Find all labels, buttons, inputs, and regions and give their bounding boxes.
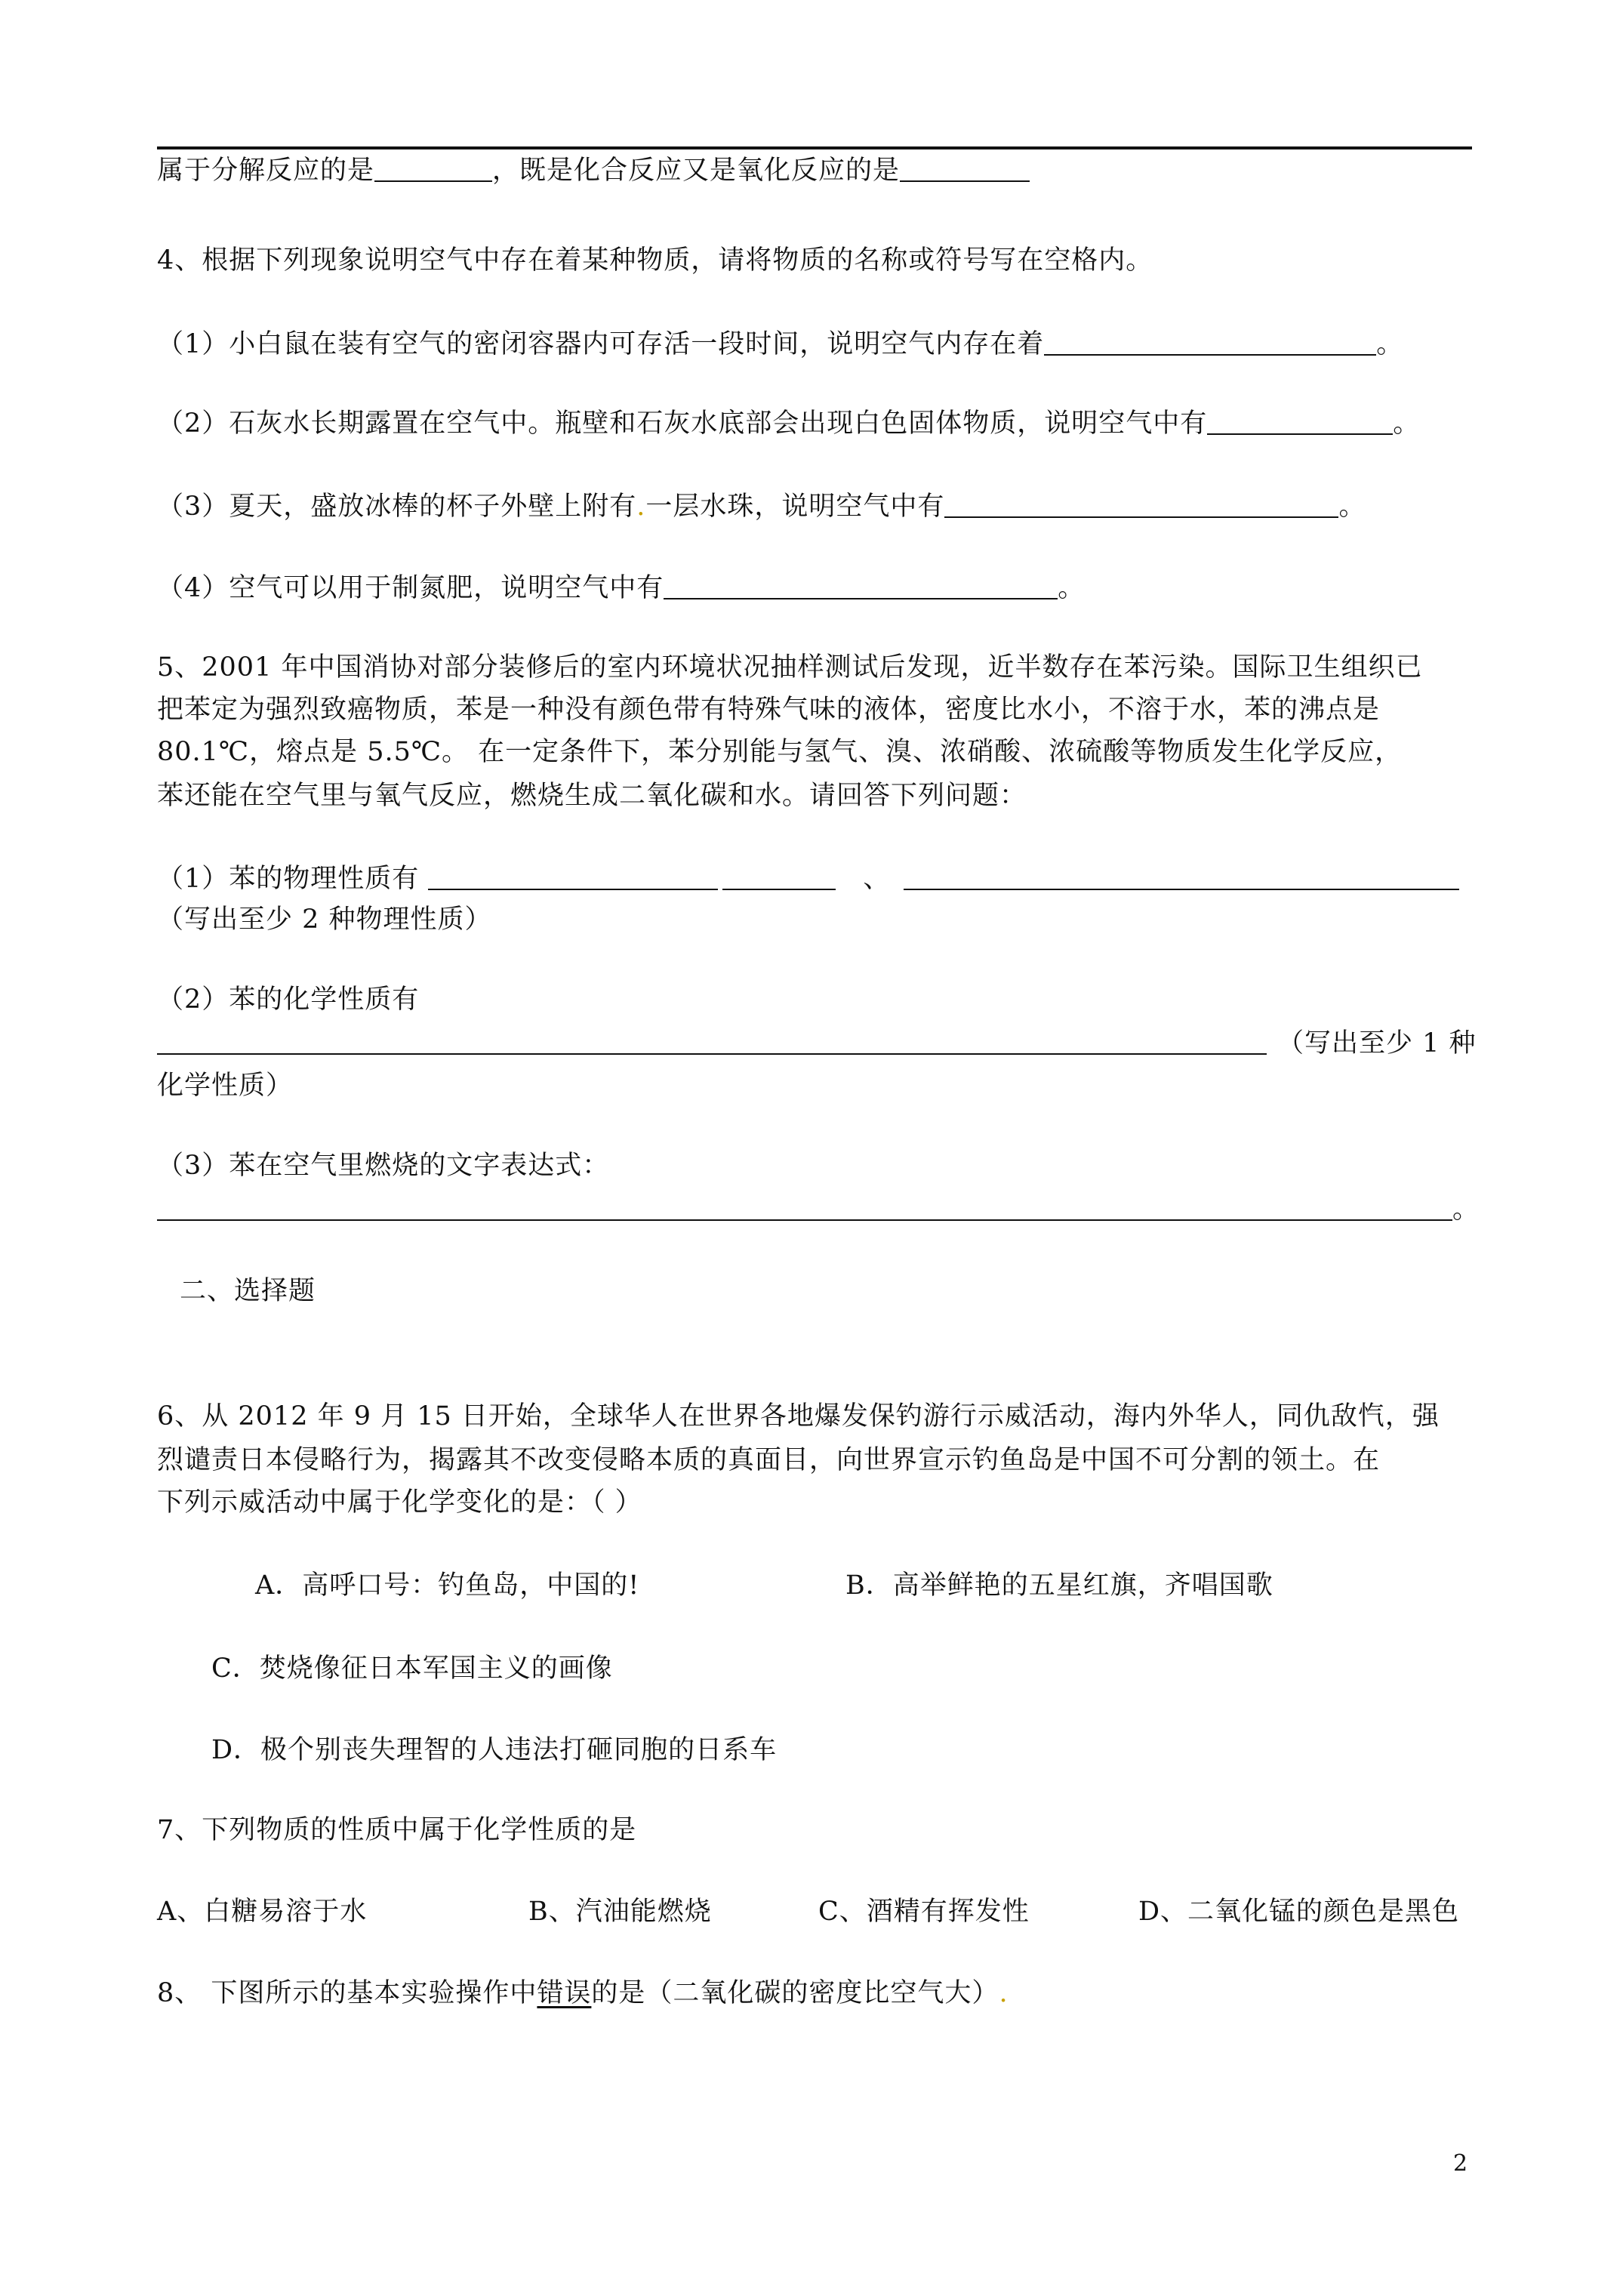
q6-line-1: 6、从 2012 年 9 月 15 日开始，全球华人在世界各地爆发保钓游行示威活动，海内外华人，同仇敌忾，强 [157, 1401, 1440, 1432]
q4-item-3-text-b: 一层水珠，说明空气中有 [645, 492, 945, 522]
q6-option-b[interactable]: B．高举鲜艳的五星红旗，齐唱国歌 [845, 1570, 1273, 1601]
q5-sub2-label: （2）苯的化学性质有 [157, 985, 420, 1015]
q5-sub3-end: 。 [1452, 1194, 1480, 1225]
q7-stem: 7、下列物质的性质中属于化学性质的是 [157, 1815, 637, 1845]
q3-tail-text-1: 属于分解反应的是 [157, 156, 375, 186]
q6-option-d[interactable]: D．极个别丧失理智的人违法打砸同胞的日系车 [211, 1735, 778, 1765]
q5-line-2: 把苯定为强烈致癌物质，苯是一种没有颜色带有特殊气味的液体，密度比水小，不溶于水，苯的沸点是 [157, 695, 1381, 725]
q4-item-3-text-a: （3）夏天，盛放冰棒的杯子外壁上附有 [157, 492, 637, 522]
q4-item-1-text: （1）小白鼠在装有空气的密闭容器内可存活一段时间，说明空气内存在着 [157, 329, 1045, 359]
q4-item-3-end: 。 [1338, 492, 1366, 522]
q7-option-b[interactable]: B、汽油能燃烧 [528, 1897, 712, 1927]
answer-blank[interactable] [664, 571, 1058, 599]
q6-option-c[interactable]: C．焚烧像征日本军国主义的画像 [211, 1653, 613, 1684]
q6-line-2: 烈谴责日本侵略行为，揭露其不改变侵略本质的真面目，向世界宣示钓鱼岛是中国不可分割的领土。在 [157, 1445, 1381, 1475]
q5-sub1-label: （1）苯的物理性质有 [157, 864, 420, 894]
answer-blank[interactable] [900, 153, 1030, 182]
q4-item-2-end: 。 [1393, 408, 1421, 439]
q4-item-2 [157, 405, 1420, 442]
q4-item-2-text: （2）石灰水长期露置在空气中。瓶壁和石灰水底部会出现白色固体物质，说明空气中有 [157, 408, 1208, 439]
answer-blank[interactable] [1207, 406, 1393, 435]
top-rule [157, 146, 1472, 149]
q5-sub1 [157, 861, 1459, 897]
answer-blank[interactable] [157, 1026, 1267, 1055]
q8-stem [157, 1975, 1009, 2011]
answer-blank[interactable] [944, 489, 1338, 518]
q3-tail-line [157, 153, 1030, 189]
q4-item-4-end: 。 [1058, 573, 1086, 603]
q4-item-4 [157, 570, 1085, 606]
q6-line-3: 下列示威活动中属于化学变化的是：（ ） [157, 1487, 642, 1518]
q5-sub1-note: （写出至少 2 种物理性质） [157, 905, 492, 935]
answer-blank[interactable] [722, 861, 836, 890]
q5-line-3: 80.1℃，熔点是 5.5℃。 在一定条件下，苯分别能与氢气、溴、浓硝酸、浓硫酸等物质发生化学反应， [157, 737, 1403, 767]
q5-sub2-note-b: 化学性质） [157, 1071, 294, 1101]
page-number: 2 [1453, 2150, 1468, 2177]
q7-option-a[interactable]: A、白糖易溶于水 [157, 1897, 368, 1927]
editor-mark: . [999, 1978, 1009, 2008]
q4-item-1 [157, 326, 1403, 362]
q8-stem-text-a: 8、 下图所示的基本实验操作中 [157, 1978, 537, 2008]
q4-item-4-text: （4）空气可以用于制氮肥，说明空气中有 [157, 573, 664, 603]
q4-item-3 [157, 488, 1366, 525]
answer-blank[interactable] [428, 861, 718, 890]
answer-blank[interactable] [374, 153, 492, 182]
editor-mark: . [636, 492, 646, 522]
q5-sub3-answer [157, 1191, 1480, 1228]
q8-stem-text-b: 的是（二氧化碳的密度比空气大） [591, 1978, 999, 2008]
q5-line-1: 5、2001 年中国消协对部分装修后的室内环境状况抽样测试后发现，近半数存在苯污染。国际卫生组织已 [157, 652, 1423, 683]
q4-stem: 4、根据下列现象说明空气中存在着某种物质，请将物质的名称或符号写在空格内。 [157, 245, 1153, 276]
q5-sub2-answer [157, 1025, 1477, 1062]
q5-line-4: 苯还能在空气里与氧气反应，燃烧生成二氧化碳和水。请回答下列问题： [157, 781, 1027, 811]
q4-item-1-end: 。 [1376, 329, 1404, 359]
section-heading: 二、选择题 [180, 1276, 316, 1306]
q7-option-c[interactable]: C、酒精有挥发性 [818, 1897, 1030, 1927]
q5-sub1-separator: 、 [863, 864, 891, 894]
q6-option-a[interactable]: A．高呼口号：钓鱼岛，中国的! [255, 1570, 640, 1601]
answer-blank[interactable] [1044, 327, 1376, 356]
q5-sub2-note-a: （写出至少 1 种 [1277, 1028, 1477, 1059]
answer-blank[interactable] [157, 1192, 1452, 1221]
q7-option-d[interactable]: D、二氧化锰的颜色是黑色 [1138, 1897, 1460, 1927]
q3-tail-text-2: ，既是化合反应又是氧化反应的是 [492, 156, 901, 186]
answer-blank[interactable] [904, 861, 1459, 890]
q5-sub3-label: （3）苯在空气里燃烧的文字表达式： [157, 1151, 610, 1181]
q8-underlined-word: 错误 [537, 1978, 592, 2008]
